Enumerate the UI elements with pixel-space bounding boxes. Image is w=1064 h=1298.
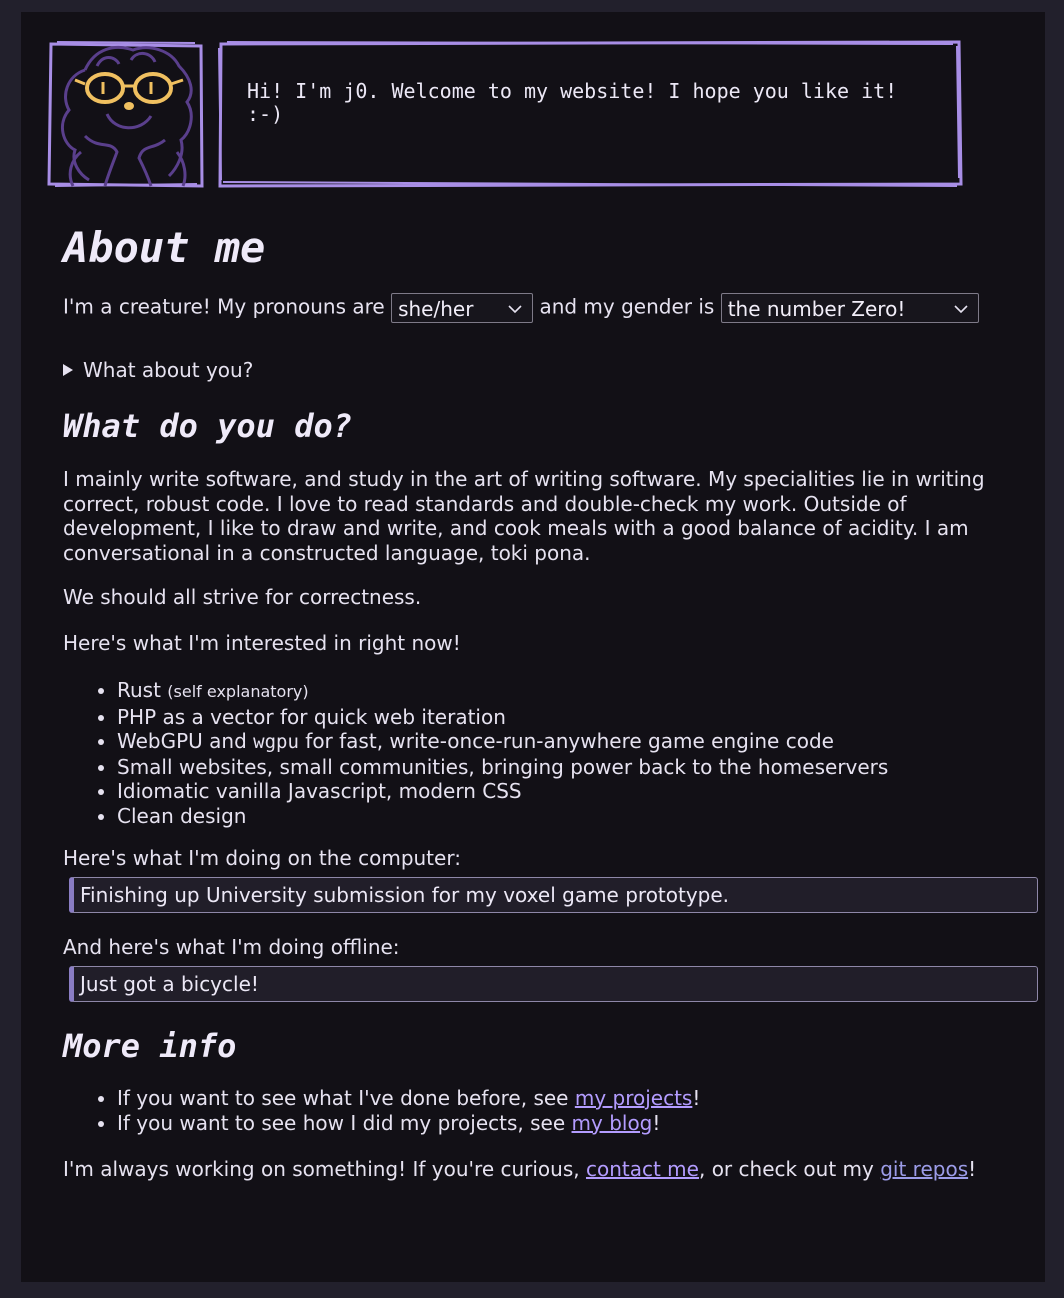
closing-paragraph	[63, 1157, 976, 1182]
interest-wgpu-code: wgpu	[253, 731, 299, 754]
list-item: • PHP as a vector for quick web iteration	[117, 705, 888, 730]
blog-link[interactable]: my blog	[571, 1110, 653, 1135]
computer-label: Here's what I'm doing on the computer:	[63, 846, 461, 870]
projects-link[interactable]: my projects	[574, 1086, 693, 1110]
work-heading: What do you do?	[63, 407, 352, 445]
details-summary: What about you?	[83, 358, 254, 382]
interest-webgpu-rest: for fast, write-once-run-anywhere game engine code	[305, 729, 834, 754]
list-item	[117, 1086, 700, 1111]
interests-intro: Here's what I'm interested in right now!	[63, 631, 461, 655]
closing-text: I'm always working on something! If you're curious,	[63, 1157, 580, 1181]
gender-intro: and my gender is	[539, 294, 715, 319]
list-item: • Idiomatic vanilla Javascript, modern CSS	[117, 779, 888, 804]
pronouns-select[interactable]	[391, 293, 533, 323]
contact-link[interactable]: contact me	[585, 1157, 699, 1181]
offline-label: And here's what I'm doing offline:	[63, 935, 400, 959]
pronoun-intro: I'm a creature! My pronouns are	[63, 294, 385, 319]
interest-webgpu: WebGPU and	[117, 729, 247, 754]
more-heading: More info	[63, 1027, 237, 1065]
closing-text-2: , or check out my	[698, 1157, 874, 1181]
interests-list	[63, 678, 888, 829]
gender-select[interactable]	[721, 293, 979, 323]
interest-rust-note: (self explanatory)	[167, 682, 309, 701]
correctness-paragraph: We should all strive for correctness.	[63, 585, 422, 609]
list-item	[117, 1111, 700, 1136]
offline-status-box: Just got a bicycle!	[69, 966, 1038, 1002]
chevron-down-icon	[508, 302, 522, 316]
work-paragraph: I mainly write software, and study in the art of writing software. My specialities lie in writing correct, robust code. I love to read standards and double-check my work. Outside of development, I like to draw and write, and cook meals with a good balance of acidity. I am conversational in a constructed language, toki pona.	[63, 467, 985, 565]
list-item: • Small websites, small communities, bringing power back to the homeservers	[117, 755, 888, 780]
avatar-icon	[45, 40, 205, 188]
git-repos-link[interactable]: git repos	[880, 1157, 969, 1181]
about-heading: About me	[63, 223, 266, 272]
blog-bang: !	[652, 1110, 661, 1135]
projects-bang: !	[692, 1086, 701, 1110]
pronoun-line	[63, 293, 979, 323]
more-info-list	[63, 1086, 700, 1135]
list-item	[117, 678, 888, 705]
greeting-text: Hi! I'm j0. Welcome to my website! I hope you like it! :-)	[247, 79, 898, 126]
blog-text: If you want to see how I did my projects, see	[117, 1110, 566, 1135]
page	[21, 12, 1045, 1282]
disclosure-triangle-icon	[63, 364, 73, 376]
pronouns-value: she/her	[398, 297, 474, 321]
list-item	[117, 729, 888, 755]
chevron-down-icon	[954, 302, 968, 316]
projects-text: If you want to see what I've done before, see	[117, 1086, 569, 1110]
gender-value: the number Zero!	[727, 297, 906, 321]
what-about-you-details[interactable]	[63, 358, 253, 382]
interest-rust: Rust	[117, 678, 161, 702]
computer-status-box: Finishing up University submission for my voxel game prototype.	[69, 877, 1038, 913]
list-item: • Clean design	[117, 804, 888, 829]
closing-bang: !	[968, 1157, 977, 1181]
